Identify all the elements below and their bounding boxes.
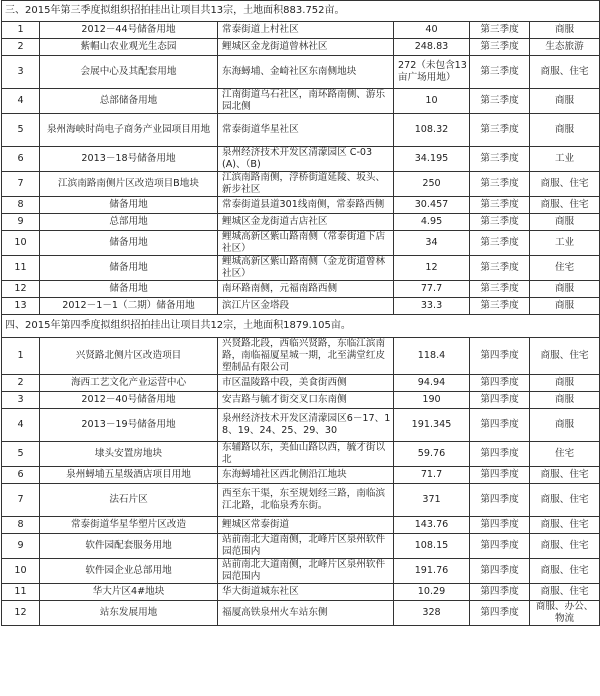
cell-use: 商服、住宅 bbox=[530, 338, 600, 375]
cell-no: 8 bbox=[2, 517, 40, 534]
cell-area: 59.76 bbox=[394, 442, 470, 467]
cell-name: 埭头安置房地块 bbox=[40, 442, 218, 467]
cell-q: 第四季度 bbox=[470, 392, 530, 409]
cell-no: 11 bbox=[2, 584, 40, 601]
cell-no: 7 bbox=[2, 172, 40, 197]
cell-use: 生态旅游 bbox=[530, 39, 600, 56]
table-row bbox=[2, 172, 600, 197]
cell-q: 第四季度 bbox=[470, 517, 530, 534]
table-row bbox=[2, 22, 600, 39]
cell-area: 108.32 bbox=[394, 114, 470, 147]
cell-use: 商服 bbox=[530, 22, 600, 39]
cell-use: 商服、办公、物流 bbox=[530, 601, 600, 626]
cell-use: 商服、住宅 bbox=[530, 56, 600, 89]
land-plan-table bbox=[1, 0, 600, 626]
cell-name: 泉州海峡时尚电子商务产业园项目用地 bbox=[40, 114, 218, 147]
cell-q: 第四季度 bbox=[470, 584, 530, 601]
section-title: 三、2015年第三季度拟组织招拍挂出让项目共13宗，土地面积883.752亩。 bbox=[2, 1, 600, 22]
table-row bbox=[2, 89, 600, 114]
section-header-row bbox=[2, 315, 600, 338]
cell-use: 商服 bbox=[530, 214, 600, 231]
cell-name: 软件园企业总部用地 bbox=[40, 559, 218, 584]
cell-addr: 鲤城高新区紫山路南侧（金龙街道曾林社区） bbox=[218, 256, 394, 281]
table-row bbox=[2, 375, 600, 392]
table-row bbox=[2, 484, 600, 517]
cell-addr: 华大街道城东社区 bbox=[218, 584, 394, 601]
cell-addr: 泉州经济技术开发区清濛园区 C-03(A)、（B) bbox=[218, 147, 394, 172]
cell-no: 7 bbox=[2, 484, 40, 517]
cell-q: 第三季度 bbox=[470, 22, 530, 39]
cell-q: 第三季度 bbox=[470, 281, 530, 298]
table-row bbox=[2, 517, 600, 534]
cell-q: 第三季度 bbox=[470, 256, 530, 281]
cell-area: 77.7 bbox=[394, 281, 470, 298]
cell-area: 191.345 bbox=[394, 409, 470, 442]
section-header-row bbox=[2, 1, 600, 22]
cell-area: 191.76 bbox=[394, 559, 470, 584]
cell-no: 3 bbox=[2, 56, 40, 89]
cell-use: 商服、住宅 bbox=[530, 559, 600, 584]
cell-q: 第三季度 bbox=[470, 214, 530, 231]
cell-area: 250 bbox=[394, 172, 470, 197]
cell-addr: 滨江片区金塔段 bbox=[218, 298, 394, 315]
cell-name: 2013－18号储备用地 bbox=[40, 147, 218, 172]
cell-name: 华大片区4#地块 bbox=[40, 584, 218, 601]
cell-addr: 站前南北大道南侧，北峰片区泉州软件园范围内 bbox=[218, 534, 394, 559]
cell-name: 储备用地 bbox=[40, 197, 218, 214]
cell-name: 海西工艺文化产业运营中心 bbox=[40, 375, 218, 392]
cell-q: 第三季度 bbox=[470, 147, 530, 172]
cell-area: 4.95 bbox=[394, 214, 470, 231]
cell-use: 商服 bbox=[530, 89, 600, 114]
table-row bbox=[2, 534, 600, 559]
cell-use: 商服 bbox=[530, 114, 600, 147]
cell-addr: 西至东干渠，东至规划经三路，南临滨江北路，北临泉秀东街。 bbox=[218, 484, 394, 517]
table-row bbox=[2, 442, 600, 467]
cell-addr: 泉州经济技术开发区清濛园区6－17、18、19、24、25、29、30 bbox=[218, 409, 394, 442]
cell-area: 143.76 bbox=[394, 517, 470, 534]
cell-q: 第三季度 bbox=[470, 298, 530, 315]
cell-name: 紫帽山农业观光生态园 bbox=[40, 39, 218, 56]
cell-name: 江滨南路南侧片区改造项目B地块 bbox=[40, 172, 218, 197]
cell-q: 第三季度 bbox=[470, 89, 530, 114]
table-row bbox=[2, 601, 600, 626]
cell-name: 2013－19号储备用地 bbox=[40, 409, 218, 442]
cell-q: 第四季度 bbox=[470, 601, 530, 626]
cell-area: 10 bbox=[394, 89, 470, 114]
cell-addr: 东海蟳埔社区西北侧沿江地块 bbox=[218, 467, 394, 484]
cell-q: 第三季度 bbox=[470, 231, 530, 256]
cell-area: 33.3 bbox=[394, 298, 470, 315]
cell-name: 储备用地 bbox=[40, 256, 218, 281]
cell-use: 住宅 bbox=[530, 256, 600, 281]
cell-name: 总部用地 bbox=[40, 214, 218, 231]
cell-q: 第四季度 bbox=[470, 338, 530, 375]
cell-no: 12 bbox=[2, 601, 40, 626]
cell-use: 工业 bbox=[530, 147, 600, 172]
cell-no: 2 bbox=[2, 375, 40, 392]
table-row bbox=[2, 409, 600, 442]
cell-addr: 东海蟳埔、金崎社区东南侧地块 bbox=[218, 56, 394, 89]
cell-no: 11 bbox=[2, 256, 40, 281]
cell-addr: 市区温陵路中段，美食街西侧 bbox=[218, 375, 394, 392]
cell-addr: 南环路南侧，元福南路西侧 bbox=[218, 281, 394, 298]
cell-use: 商服 bbox=[530, 298, 600, 315]
table-row bbox=[2, 392, 600, 409]
cell-q: 第四季度 bbox=[470, 375, 530, 392]
table-row bbox=[2, 147, 600, 172]
cell-addr: 兴贤路北段，西临兴贤路，东临江滨南路，南临福厦星城一期，北至满堂红皮塑制品有限公司 bbox=[218, 338, 394, 375]
cell-area: 108.15 bbox=[394, 534, 470, 559]
cell-q: 第三季度 bbox=[470, 197, 530, 214]
cell-no: 9 bbox=[2, 214, 40, 231]
cell-area: 71.7 bbox=[394, 467, 470, 484]
cell-q: 第四季度 bbox=[470, 484, 530, 517]
cell-addr: 福厦高铁泉州火车站东侧 bbox=[218, 601, 394, 626]
table-row bbox=[2, 298, 600, 315]
cell-use: 商服、住宅 bbox=[530, 584, 600, 601]
cell-use: 住宅 bbox=[530, 442, 600, 467]
cell-use: 商服 bbox=[530, 375, 600, 392]
cell-name: 软件园配套服务用地 bbox=[40, 534, 218, 559]
cell-q: 第三季度 bbox=[470, 56, 530, 89]
cell-q: 第三季度 bbox=[470, 114, 530, 147]
cell-name: 兴贤路北侧片区改造项目 bbox=[40, 338, 218, 375]
cell-no: 13 bbox=[2, 298, 40, 315]
cell-q: 第三季度 bbox=[470, 39, 530, 56]
cell-q: 第四季度 bbox=[470, 534, 530, 559]
land-plan-table-body bbox=[2, 1, 600, 626]
cell-q: 第四季度 bbox=[470, 559, 530, 584]
cell-addr: 常泰街道县道301线南侧，常泰路西侧 bbox=[218, 197, 394, 214]
table-row bbox=[2, 56, 600, 89]
cell-addr: 鲤城区金龙街道古店社区 bbox=[218, 214, 394, 231]
table-row bbox=[2, 256, 600, 281]
cell-no: 8 bbox=[2, 197, 40, 214]
cell-addr: 站前南北大道南侧，北峰片区泉州软件园范围内 bbox=[218, 559, 394, 584]
cell-area: 328 bbox=[394, 601, 470, 626]
cell-q: 第四季度 bbox=[470, 467, 530, 484]
cell-area: 12 bbox=[394, 256, 470, 281]
table-row bbox=[2, 214, 600, 231]
cell-area: 118.4 bbox=[394, 338, 470, 375]
cell-area: 34.195 bbox=[394, 147, 470, 172]
cell-addr: 安吉路与毓才街交叉口东南侧 bbox=[218, 392, 394, 409]
cell-no: 12 bbox=[2, 281, 40, 298]
table-row bbox=[2, 559, 600, 584]
cell-no: 10 bbox=[2, 559, 40, 584]
cell-name: 站东发展用地 bbox=[40, 601, 218, 626]
cell-no: 2 bbox=[2, 39, 40, 56]
cell-name: 2012－1－1（二期）储备用地 bbox=[40, 298, 218, 315]
cell-use: 商服 bbox=[530, 409, 600, 442]
table-row bbox=[2, 197, 600, 214]
cell-addr: 鲤城区常泰街道 bbox=[218, 517, 394, 534]
cell-q: 第四季度 bbox=[470, 442, 530, 467]
cell-no: 5 bbox=[2, 442, 40, 467]
table-row bbox=[2, 39, 600, 56]
cell-addr: 鲤城高新区紫山路南侧（常泰街道下店社区） bbox=[218, 231, 394, 256]
table-row bbox=[2, 584, 600, 601]
cell-name: 法石片区 bbox=[40, 484, 218, 517]
cell-area: 34 bbox=[394, 231, 470, 256]
table-row bbox=[2, 467, 600, 484]
cell-name: 总部储备用地 bbox=[40, 89, 218, 114]
section-title: 四、2015年第四季度拟组织招拍挂出让项目共12宗，土地面积1879.105亩。 bbox=[2, 315, 600, 338]
cell-name: 储备用地 bbox=[40, 281, 218, 298]
cell-no: 6 bbox=[2, 467, 40, 484]
cell-no: 6 bbox=[2, 147, 40, 172]
cell-area: 94.94 bbox=[394, 375, 470, 392]
cell-name: 泉州蟳埔五星级酒店项目用地 bbox=[40, 467, 218, 484]
cell-q: 第三季度 bbox=[470, 172, 530, 197]
cell-area: 10.29 bbox=[394, 584, 470, 601]
cell-no: 10 bbox=[2, 231, 40, 256]
cell-addr: 常泰街道华星社区 bbox=[218, 114, 394, 147]
cell-addr: 常泰街道上村社区 bbox=[218, 22, 394, 39]
cell-addr: 东辅路以东，美仙山路以西，毓才街以北 bbox=[218, 442, 394, 467]
cell-no: 4 bbox=[2, 409, 40, 442]
cell-no: 1 bbox=[2, 22, 40, 39]
cell-area: 272（未包含13亩广场用地） bbox=[394, 56, 470, 89]
cell-use: 商服 bbox=[530, 281, 600, 298]
cell-name: 2012－44号储备用地 bbox=[40, 22, 218, 39]
cell-area: 371 bbox=[394, 484, 470, 517]
cell-name: 储备用地 bbox=[40, 231, 218, 256]
cell-name: 常泰街道华星华塑片区改造 bbox=[40, 517, 218, 534]
cell-use: 商服、住宅 bbox=[530, 172, 600, 197]
cell-use: 商服、住宅 bbox=[530, 534, 600, 559]
table-row bbox=[2, 281, 600, 298]
cell-use: 商服、住宅 bbox=[530, 517, 600, 534]
cell-use: 商服、住宅 bbox=[530, 197, 600, 214]
cell-no: 9 bbox=[2, 534, 40, 559]
cell-area: 30.457 bbox=[394, 197, 470, 214]
table-row bbox=[2, 338, 600, 375]
cell-use: 商服、住宅 bbox=[530, 467, 600, 484]
table-row bbox=[2, 114, 600, 147]
cell-addr: 鲤城区金龙街道曾林社区 bbox=[218, 39, 394, 56]
table-row bbox=[2, 231, 600, 256]
cell-use: 工业 bbox=[530, 231, 600, 256]
cell-no: 5 bbox=[2, 114, 40, 147]
cell-no: 3 bbox=[2, 392, 40, 409]
cell-q: 第四季度 bbox=[470, 409, 530, 442]
cell-area: 40 bbox=[394, 22, 470, 39]
cell-no: 1 bbox=[2, 338, 40, 375]
cell-area: 248.83 bbox=[394, 39, 470, 56]
cell-area: 190 bbox=[394, 392, 470, 409]
cell-use: 商服、住宅 bbox=[530, 484, 600, 517]
cell-name: 会展中心及其配套用地 bbox=[40, 56, 218, 89]
cell-addr: 江滨南路南侧，浮桥街道延陵、坂头、新步社区 bbox=[218, 172, 394, 197]
cell-name: 2012－40号储备用地 bbox=[40, 392, 218, 409]
cell-use: 商服 bbox=[530, 392, 600, 409]
cell-no: 4 bbox=[2, 89, 40, 114]
cell-addr: 江南街道乌石社区，南环路南侧、游乐园北侧 bbox=[218, 89, 394, 114]
